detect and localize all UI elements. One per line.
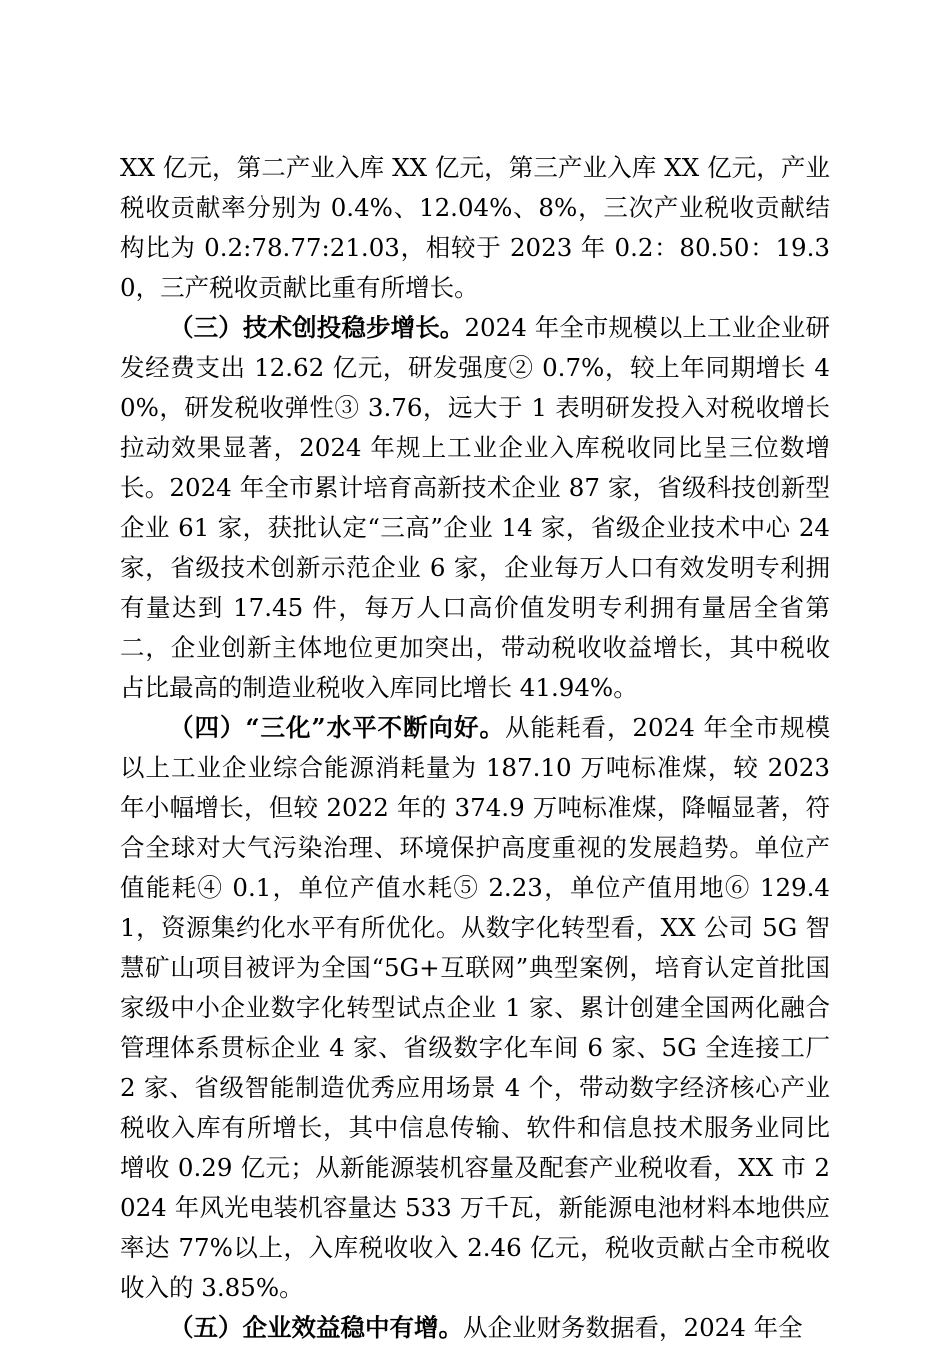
paragraph-enterprise-benefits bbox=[120, 1308, 830, 1348]
paragraph-three-transformations bbox=[120, 708, 830, 1308]
section-heading-5: （五）企业效益稳中有增。 bbox=[169, 1313, 463, 1342]
document-body bbox=[120, 148, 830, 1348]
paragraph-text: 从能耗看，2024 年全市规模以上工业企业综合能源消耗量为 187.10 万吨标准煤，较 2023 年小幅增长，但较 2022 年的 374.9 万吨标准煤，降幅显著，符合全球对大气污染治理、环境保护高度重视的发展趋势。单位产值能耗④ 0.1，单位产值水耗⑤ 2.23，单位产值用地⑥ 129.41，资源集约化水平有所优化。从数字化转型看，XX 公司 5G 智慧矿山项目被评为全国“5G+互联网”典型案例，培育认定首批国家级中小企业数字化转型试点企业 1 家、累计创建全国两化融合管理体系贯标企业 4 家、省级数字化车间 6 家、5G 全连接工厂 2 家、省级智能制造优秀应用场景 4 个，带动数字经济核心产业税收入库有所增长，其中信息传输、软件和信息技术服务业同比增收 0.29 亿元；从新能源装机容量及配套产业税收看，XX 市 2024 年风光电装机容量达 533 万千瓦，新能源电池材料本地供应率达 77%以上，入库税收收入 2.46 亿元，税收贡献占全市税收收入的 3.85%。 bbox=[120, 713, 831, 1302]
paragraph-tech-innovation bbox=[120, 308, 830, 708]
paragraph-text: 从企业财务数据看，2024 年全 bbox=[463, 1313, 803, 1342]
paragraph-industry-structure bbox=[120, 148, 830, 308]
section-heading-4: （四）“三化”水平不断向好。 bbox=[169, 713, 505, 742]
paragraph-text: 2024 年全市规模以上工业企业研发经费支出 12.62 亿元，研发强度② 0.7%，较上年同期增长 40%，研发税收弹性③ 3.76，远大于 1 表明研发投入对税收增长拉动效果显著，2024 年规上工业企业入库税收同比呈三位数增长。2024 年全市累计培育高新技术企业 87 家，省级科技创新型企业 61 家，获批认定“三高”企业 14 家，省级企业技术中心 24 家，省级技术创新示范企业 6 家，企业每万人口有效发明专利拥有量达到 17.45 件，每万人口高价值发明专利拥有量居全省第二，企业创新主体地位更加突出，带动税收收益增长，其中税收占比最高的制造业税收入库同比增长 41.94%。 bbox=[120, 313, 831, 702]
section-heading-3: （三）技术创投稳步增长。 bbox=[169, 313, 465, 342]
paragraph-text: XX 亿元，第二产业入库 XX 亿元，第三产业入库 XX 亿元，产业税收贡献率分别为 0.4%、12.04%、8%，三次产业税收贡献结构比为 0.2:78.77:21.03，相较于 2023 年 0.2：80.50：19.30，三产税收贡献比重有所增长。 bbox=[120, 153, 830, 302]
